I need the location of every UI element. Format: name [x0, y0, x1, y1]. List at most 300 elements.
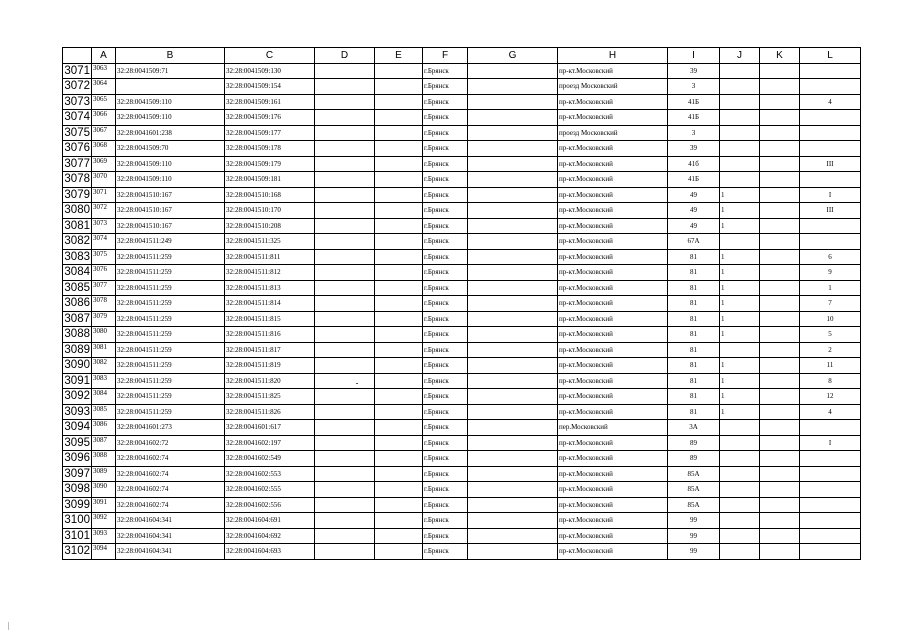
cell-h[interactable]: пр-кт.Московский — [558, 327, 668, 343]
cell-g[interactable] — [468, 528, 558, 544]
cell-e[interactable] — [375, 435, 423, 451]
cell-d[interactable] — [315, 404, 375, 420]
cell-k[interactable] — [760, 435, 800, 451]
column-header-e[interactable]: E — [375, 48, 423, 64]
row-number[interactable]: 3102 — [64, 545, 90, 558]
cell-e[interactable] — [375, 94, 423, 110]
cell-i[interactable]: 81 — [668, 249, 720, 265]
cell-a[interactable]: 3085 — [92, 404, 116, 420]
cell-g[interactable] — [468, 125, 558, 141]
cell-d[interactable] — [315, 125, 375, 141]
cell-e[interactable] — [375, 497, 423, 513]
cell-c[interactable]: 32:28:0041509:176 — [225, 110, 315, 126]
cell-b[interactable]: 32:28:0041602:72 — [116, 435, 225, 451]
cell-a[interactable]: 3078 — [92, 296, 116, 312]
cell-d[interactable] — [315, 389, 375, 405]
cell-l[interactable]: 4 — [800, 404, 861, 420]
cell-c[interactable]: 32:28:0041602:553 — [225, 466, 315, 482]
cell-h[interactable]: пр-кт.Московский — [558, 203, 668, 219]
cell-a[interactable]: 3093 — [92, 528, 116, 544]
cell-c[interactable]: 32:28:0041511:811 — [225, 249, 315, 265]
cell-j[interactable] — [720, 435, 760, 451]
cell-d[interactable] — [315, 280, 375, 296]
cell-b[interactable]: 32:28:0041509:110 — [116, 172, 225, 188]
cell-g[interactable] — [468, 249, 558, 265]
cell-k[interactable] — [760, 327, 800, 343]
cell-a[interactable]: 3083 — [92, 373, 116, 389]
cell-e[interactable] — [375, 203, 423, 219]
cell-d[interactable] — [315, 358, 375, 374]
cell-k[interactable] — [760, 373, 800, 389]
row-number[interactable]: 3080 — [64, 204, 90, 217]
cell-a[interactable]: 3071 — [92, 187, 116, 203]
cell-f[interactable]: г.Брянск — [423, 110, 468, 126]
cell-l[interactable] — [800, 63, 861, 79]
cell-a[interactable]: 3075 — [92, 249, 116, 265]
cell-a[interactable]: 3074 — [92, 234, 116, 250]
cell-d[interactable] — [315, 172, 375, 188]
cell-c[interactable]: 32:28:0041511:816 — [225, 327, 315, 343]
cell-g[interactable] — [468, 451, 558, 467]
cell-l[interactable] — [800, 451, 861, 467]
cell-l[interactable]: 5 — [800, 327, 861, 343]
cell-i[interactable]: 39 — [668, 141, 720, 157]
cell-f[interactable]: г.Брянск — [423, 187, 468, 203]
cell-e[interactable] — [375, 156, 423, 172]
cell-h[interactable]: пр-кт.Московский — [558, 342, 668, 358]
column-header-g[interactable]: G — [468, 48, 558, 64]
cell-a[interactable]: 3065 — [92, 94, 116, 110]
cell-e[interactable] — [375, 79, 423, 95]
cell-d[interactable] — [315, 234, 375, 250]
cell-f[interactable]: г.Брянск — [423, 280, 468, 296]
cell-a[interactable]: 3084 — [92, 389, 116, 405]
cell-c[interactable]: 32:28:0041604:692 — [225, 528, 315, 544]
cell-f[interactable]: г.Брянск — [423, 420, 468, 436]
row-number[interactable]: 3071 — [64, 64, 90, 77]
cell-c[interactable]: 32:28:0041511:814 — [225, 296, 315, 312]
cell-c[interactable]: 32:28:0041604:693 — [225, 544, 315, 560]
cell-l[interactable] — [800, 141, 861, 157]
cell-f[interactable]: г.Брянск — [423, 435, 468, 451]
cell-e[interactable] — [375, 342, 423, 358]
cell-k[interactable] — [760, 420, 800, 436]
cell-i[interactable]: 39 — [668, 63, 720, 79]
cell-b[interactable]: 32:28:0041511:259 — [116, 265, 225, 281]
column-header-h[interactable]: H — [558, 48, 668, 64]
cell-b[interactable]: 32:28:0041511:259 — [116, 342, 225, 358]
cell-j[interactable]: 1 — [720, 389, 760, 405]
cell-a[interactable]: 3069 — [92, 156, 116, 172]
cell-d[interactable] — [315, 420, 375, 436]
cell-a[interactable]: 3082 — [92, 358, 116, 374]
cell-c[interactable]: 32:28:0041511:815 — [225, 311, 315, 327]
cell-j[interactable]: 1 — [720, 358, 760, 374]
cell-l[interactable]: I — [800, 435, 861, 451]
cell-k[interactable] — [760, 513, 800, 529]
cell-k[interactable] — [760, 311, 800, 327]
cell-j[interactable]: 1 — [720, 327, 760, 343]
cell-j[interactable] — [720, 451, 760, 467]
cell-d[interactable] — [315, 497, 375, 513]
cell-e[interactable] — [375, 327, 423, 343]
cell-f[interactable]: г.Брянск — [423, 466, 468, 482]
cell-e[interactable] — [375, 234, 423, 250]
cell-a[interactable]: 3076 — [92, 265, 116, 281]
cell-d[interactable] — [315, 79, 375, 95]
cell-i[interactable]: 89 — [668, 435, 720, 451]
cell-l[interactable] — [800, 420, 861, 436]
cell-i[interactable]: 67А — [668, 234, 720, 250]
cell-l[interactable] — [800, 528, 861, 544]
cell-e[interactable] — [375, 296, 423, 312]
row-number[interactable]: 3081 — [64, 219, 90, 232]
cell-d[interactable] — [315, 482, 375, 498]
row-number[interactable]: 3100 — [64, 514, 90, 527]
cell-c[interactable]: 32:28:0041509:181 — [225, 172, 315, 188]
cell-i[interactable]: 81 — [668, 404, 720, 420]
cell-l[interactable]: 10 — [800, 311, 861, 327]
cell-l[interactable] — [800, 172, 861, 188]
cell-b[interactable]: 32:28:0041511:259 — [116, 373, 225, 389]
cell-h[interactable]: проезд Московский — [558, 79, 668, 95]
cell-b[interactable]: 32:28:0041510:167 — [116, 187, 225, 203]
cell-h[interactable]: пр-кт.Московский — [558, 63, 668, 79]
cell-j[interactable] — [720, 110, 760, 126]
cell-f[interactable]: г.Брянск — [423, 404, 468, 420]
cell-b[interactable] — [116, 79, 225, 95]
cell-f[interactable]: г.Брянск — [423, 497, 468, 513]
cell-l[interactable]: 7 — [800, 296, 861, 312]
row-number[interactable]: 3092 — [64, 390, 90, 403]
cell-f[interactable]: г.Брянск — [423, 451, 468, 467]
cell-h[interactable]: пр-кт.Московский — [558, 311, 668, 327]
cell-c[interactable]: 32:28:0041511:817 — [225, 342, 315, 358]
cell-j[interactable]: 1 — [720, 218, 760, 234]
cell-c[interactable]: 32:28:0041509:130 — [225, 63, 315, 79]
cell-g[interactable] — [468, 79, 558, 95]
cell-h[interactable]: пр-кт.Московский — [558, 296, 668, 312]
cell-d[interactable] — [315, 141, 375, 157]
cell-i[interactable]: 99 — [668, 544, 720, 560]
cell-l[interactable] — [800, 218, 861, 234]
cell-f[interactable]: г.Брянск — [423, 482, 468, 498]
cell-e[interactable] — [375, 358, 423, 374]
row-number[interactable]: 3073 — [64, 95, 90, 108]
cell-b[interactable]: 32:28:0041602:74 — [116, 482, 225, 498]
cell-d[interactable] — [315, 513, 375, 529]
cell-b[interactable]: 32:28:0041511:259 — [116, 358, 225, 374]
cell-i[interactable]: 99 — [668, 513, 720, 529]
cell-b[interactable]: 32:28:0041511:259 — [116, 311, 225, 327]
cell-j[interactable]: 1 — [720, 373, 760, 389]
cell-f[interactable]: г.Брянск — [423, 249, 468, 265]
cell-f[interactable]: г.Брянск — [423, 296, 468, 312]
cell-l[interactable]: 1 — [800, 280, 861, 296]
cell-f[interactable]: г.Брянск — [423, 544, 468, 560]
cell-k[interactable] — [760, 342, 800, 358]
cell-j[interactable]: 1 — [720, 296, 760, 312]
cell-b[interactable]: 32:28:0041509:110 — [116, 156, 225, 172]
cell-c[interactable]: 32:28:0041509:179 — [225, 156, 315, 172]
cell-g[interactable] — [468, 280, 558, 296]
cell-h[interactable]: пр-кт.Московский — [558, 497, 668, 513]
cell-k[interactable] — [760, 203, 800, 219]
cell-i[interactable]: 81 — [668, 311, 720, 327]
cell-a[interactable]: 3081 — [92, 342, 116, 358]
row-number[interactable]: 3077 — [64, 157, 90, 170]
cell-k[interactable] — [760, 466, 800, 482]
cell-h[interactable]: пр-кт.Московский — [558, 435, 668, 451]
row-number[interactable]: 3101 — [64, 529, 90, 542]
cell-l[interactable]: III — [800, 203, 861, 219]
cell-g[interactable] — [468, 187, 558, 203]
cell-c[interactable]: 32:28:0041511:325 — [225, 234, 315, 250]
cell-e[interactable] — [375, 110, 423, 126]
cell-e[interactable] — [375, 528, 423, 544]
cell-i[interactable]: 81 — [668, 373, 720, 389]
cell-d[interactable] — [315, 373, 375, 389]
cell-b[interactable]: 32:28:0041509:110 — [116, 94, 225, 110]
cell-g[interactable] — [468, 311, 558, 327]
cell-g[interactable] — [468, 497, 558, 513]
cell-i[interactable]: 85А — [668, 497, 720, 513]
row-number[interactable]: 3085 — [64, 281, 90, 294]
cell-k[interactable] — [760, 218, 800, 234]
cell-d[interactable] — [315, 311, 375, 327]
cell-b[interactable]: 32:28:0041511:259 — [116, 327, 225, 343]
cell-k[interactable] — [760, 125, 800, 141]
cell-i[interactable]: 41Б — [668, 94, 720, 110]
cell-c[interactable]: 32:28:0041511:825 — [225, 389, 315, 405]
cell-h[interactable]: пр-кт.Московский — [558, 544, 668, 560]
cell-a[interactable]: 3086 — [92, 420, 116, 436]
cell-f[interactable]: г.Брянск — [423, 141, 468, 157]
cell-k[interactable] — [760, 79, 800, 95]
cell-j[interactable]: 1 — [720, 404, 760, 420]
cell-k[interactable] — [760, 110, 800, 126]
row-number[interactable]: 3078 — [64, 173, 90, 186]
cell-k[interactable] — [760, 63, 800, 79]
cell-e[interactable] — [375, 249, 423, 265]
cell-c[interactable]: 32:28:0041602:549 — [225, 451, 315, 467]
cell-h[interactable]: проезд Московский — [558, 125, 668, 141]
cell-f[interactable]: г.Брянск — [423, 63, 468, 79]
cell-l[interactable] — [800, 79, 861, 95]
cell-j[interactable] — [720, 156, 760, 172]
cell-e[interactable] — [375, 420, 423, 436]
cell-h[interactable]: пр-кт.Московский — [558, 249, 668, 265]
cell-i[interactable]: 81 — [668, 327, 720, 343]
cell-b[interactable]: 32:28:0041511:259 — [116, 389, 225, 405]
cell-l[interactable]: 12 — [800, 389, 861, 405]
cell-d[interactable] — [315, 528, 375, 544]
cell-a[interactable]: 3094 — [92, 544, 116, 560]
cell-d[interactable] — [315, 94, 375, 110]
cell-e[interactable] — [375, 466, 423, 482]
row-number[interactable]: 3098 — [64, 483, 90, 496]
row-number[interactable]: 3072 — [64, 80, 90, 93]
cell-g[interactable] — [468, 342, 558, 358]
cell-b[interactable]: 32:28:0041510:167 — [116, 218, 225, 234]
cell-i[interactable]: 3 — [668, 125, 720, 141]
cell-j[interactable] — [720, 544, 760, 560]
cell-f[interactable]: г.Брянск — [423, 528, 468, 544]
cell-c[interactable]: 32:28:0041510:168 — [225, 187, 315, 203]
row-number[interactable]: 3094 — [64, 421, 90, 434]
cell-c[interactable]: 32:28:0041509:177 — [225, 125, 315, 141]
cell-a[interactable]: 3091 — [92, 497, 116, 513]
cell-c[interactable]: 32:28:0041510:208 — [225, 218, 315, 234]
cell-k[interactable] — [760, 249, 800, 265]
cell-e[interactable] — [375, 482, 423, 498]
cell-e[interactable] — [375, 389, 423, 405]
cell-k[interactable] — [760, 544, 800, 560]
cell-k[interactable] — [760, 94, 800, 110]
cell-b[interactable]: 32:28:0041509:70 — [116, 141, 225, 157]
cell-i[interactable]: 85А — [668, 482, 720, 498]
cell-k[interactable] — [760, 280, 800, 296]
cell-h[interactable]: пр-кт.Московский — [558, 280, 668, 296]
cell-g[interactable] — [468, 373, 558, 389]
cell-c[interactable]: 32:28:0041509:161 — [225, 94, 315, 110]
cell-g[interactable] — [468, 389, 558, 405]
cell-j[interactable] — [720, 513, 760, 529]
cell-d[interactable] — [315, 110, 375, 126]
cell-c[interactable]: 32:28:0041510:170 — [225, 203, 315, 219]
cell-k[interactable] — [760, 265, 800, 281]
cell-d[interactable] — [315, 203, 375, 219]
cell-d[interactable] — [315, 327, 375, 343]
cell-g[interactable] — [468, 327, 558, 343]
cell-j[interactable]: 1 — [720, 311, 760, 327]
cell-a[interactable]: 3066 — [92, 110, 116, 126]
cell-i[interactable]: 81 — [668, 389, 720, 405]
cell-d[interactable] — [315, 451, 375, 467]
cell-c[interactable]: 32:28:0041604:691 — [225, 513, 315, 529]
cell-h[interactable]: пр-кт.Московский — [558, 466, 668, 482]
cell-a[interactable]: 3070 — [92, 172, 116, 188]
row-number[interactable]: 3095 — [64, 436, 90, 449]
cell-i[interactable]: 49 — [668, 218, 720, 234]
cell-j[interactable] — [720, 172, 760, 188]
row-number[interactable]: 3082 — [64, 235, 90, 248]
cell-d[interactable] — [315, 466, 375, 482]
cell-a[interactable]: 3067 — [92, 125, 116, 141]
cell-d[interactable] — [315, 218, 375, 234]
cell-d[interactable] — [315, 544, 375, 560]
column-header-k[interactable]: K — [760, 48, 800, 64]
cell-a[interactable]: 3064 — [92, 79, 116, 95]
column-header-l[interactable]: L — [800, 48, 861, 64]
cell-e[interactable] — [375, 544, 423, 560]
cell-j[interactable] — [720, 79, 760, 95]
cell-l[interactable] — [800, 110, 861, 126]
cell-b[interactable]: 32:28:0041604:341 — [116, 528, 225, 544]
row-number[interactable]: 3083 — [64, 250, 90, 263]
cell-f[interactable]: г.Брянск — [423, 172, 468, 188]
cell-l[interactable] — [800, 482, 861, 498]
cell-a[interactable]: 3079 — [92, 311, 116, 327]
cell-a[interactable]: 3077 — [92, 280, 116, 296]
cell-b[interactable]: 32:28:0041510:167 — [116, 203, 225, 219]
cell-l[interactable]: 8 — [800, 373, 861, 389]
cell-h[interactable]: пр-кт.Московский — [558, 513, 668, 529]
cell-g[interactable] — [468, 110, 558, 126]
cell-j[interactable]: 1 — [720, 203, 760, 219]
row-number[interactable]: 3079 — [64, 188, 90, 201]
cell-g[interactable] — [468, 358, 558, 374]
cell-h[interactable]: пр-кт.Московский — [558, 373, 668, 389]
cell-j[interactable] — [720, 63, 760, 79]
cell-g[interactable] — [468, 513, 558, 529]
cell-l[interactable]: 2 — [800, 342, 861, 358]
row-number[interactable]: 3076 — [64, 142, 90, 155]
cell-f[interactable]: г.Брянск — [423, 265, 468, 281]
cell-i[interactable]: 41Б — [668, 172, 720, 188]
cell-k[interactable] — [760, 141, 800, 157]
cell-i[interactable]: 49 — [668, 187, 720, 203]
cell-h[interactable]: пр-кт.Московский — [558, 482, 668, 498]
cell-e[interactable] — [375, 218, 423, 234]
cell-b[interactable]: 32:28:0041602:74 — [116, 451, 225, 467]
cell-k[interactable] — [760, 389, 800, 405]
row-number[interactable]: 3075 — [64, 126, 90, 139]
cell-d[interactable] — [315, 296, 375, 312]
cell-a[interactable]: 3092 — [92, 513, 116, 529]
cell-k[interactable] — [760, 358, 800, 374]
cell-e[interactable] — [375, 280, 423, 296]
cell-k[interactable] — [760, 528, 800, 544]
cell-a[interactable]: 3087 — [92, 435, 116, 451]
cell-l[interactable] — [800, 466, 861, 482]
cell-d[interactable] — [315, 156, 375, 172]
cell-c[interactable]: 32:28:0041511:812 — [225, 265, 315, 281]
cell-l[interactable] — [800, 234, 861, 250]
cell-h[interactable]: пр-кт.Московский — [558, 141, 668, 157]
cell-b[interactable]: 32:28:0041511:259 — [116, 404, 225, 420]
cell-h[interactable]: пр-кт.Московский — [558, 451, 668, 467]
row-number[interactable]: 3074 — [64, 111, 90, 124]
row-number[interactable]: 3084 — [64, 266, 90, 279]
cell-i[interactable]: 81 — [668, 296, 720, 312]
cell-e[interactable] — [375, 125, 423, 141]
cell-f[interactable]: г.Брянск — [423, 311, 468, 327]
cell-l[interactable]: 6 — [800, 249, 861, 265]
cell-b[interactable]: 32:28:0041601:238 — [116, 125, 225, 141]
cell-g[interactable] — [468, 404, 558, 420]
cell-g[interactable] — [468, 482, 558, 498]
cell-k[interactable] — [760, 482, 800, 498]
cell-f[interactable]: г.Брянск — [423, 373, 468, 389]
cell-i[interactable]: 81 — [668, 342, 720, 358]
cell-i[interactable]: 41Б — [668, 110, 720, 126]
cell-h[interactable]: пр-кт.Московский — [558, 110, 668, 126]
cell-j[interactable] — [720, 420, 760, 436]
cell-b[interactable]: 32:28:0041511:259 — [116, 280, 225, 296]
cell-a[interactable]: 3088 — [92, 451, 116, 467]
cell-i[interactable]: 99 — [668, 528, 720, 544]
cell-e[interactable] — [375, 404, 423, 420]
cell-l[interactable]: III — [800, 156, 861, 172]
cell-b[interactable]: 32:28:0041601:273 — [116, 420, 225, 436]
row-number[interactable]: 3097 — [64, 467, 90, 480]
cell-d[interactable] — [315, 435, 375, 451]
cell-a[interactable]: 3089 — [92, 466, 116, 482]
cell-d[interactable] — [315, 249, 375, 265]
cell-l[interactable] — [800, 544, 861, 560]
cell-k[interactable] — [760, 187, 800, 203]
